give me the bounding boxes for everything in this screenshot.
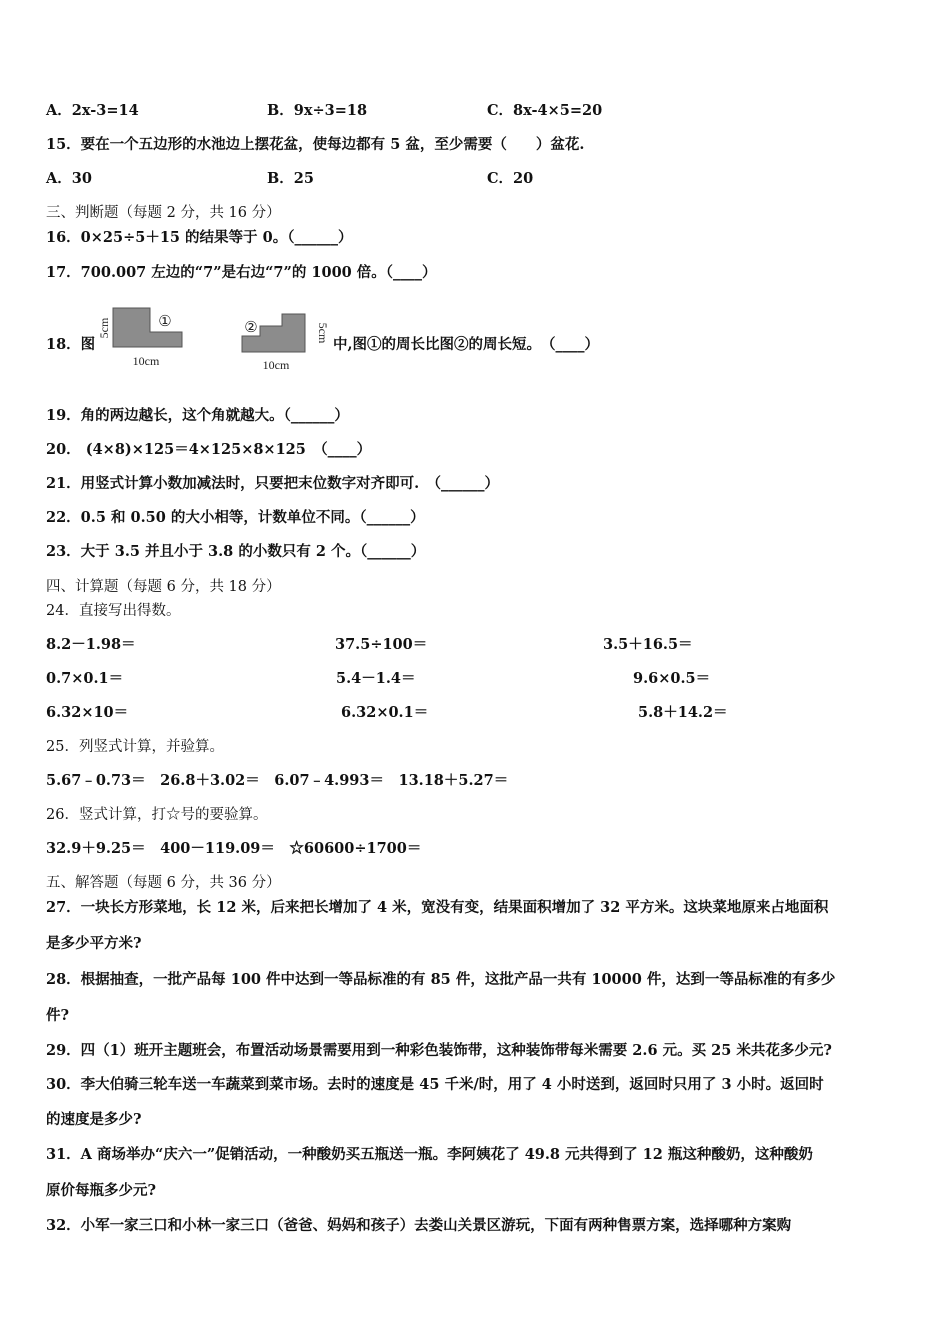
figure-1 <box>98 302 218 374</box>
question-16: 16．0×25÷5＋15 的结果等于 0。（______） <box>46 229 353 246</box>
question-32: 32．小军一家三口和小林一家三口（爸爸、妈妈和孩子）去娄山关景区游玩，下面有两种售票方案，选择哪种方案购 <box>46 1217 792 1234</box>
question-25-items: 5.67﹣0.73＝ 26.8＋3.02＝ 6.07﹣4.993＝ 13.18＋5.27＝ <box>46 772 509 789</box>
calc-item: 5.8＋14.2＝ <box>638 704 728 721</box>
q15-option-b: B．25 <box>267 170 314 187</box>
question-31-line-2: 原价每瓶多少元? <box>46 1182 156 1199</box>
question-22: 22．0.5 和 0.50 的大小相等，计数单位不同。（______） <box>46 509 425 526</box>
q15-option-a: A．30 <box>46 170 92 187</box>
question-26: 26．竖式计算，打☆号的要验算。 <box>46 807 268 823</box>
calc-item: 3.5＋16.5＝ <box>603 636 693 653</box>
question-17: 17．700.007 左边的“7”是右边“7”的 1000 倍。（____） <box>46 264 437 281</box>
calc-item: 8.2－1.98＝ <box>46 636 136 653</box>
q14-option-c: C．8x-4×5=20 <box>487 102 603 119</box>
question-26-items: 32.9＋9.25＝ 400－119.09＝ ☆60600÷1700＝ <box>46 840 422 857</box>
question-21: 21．用竖式计算小数加减法时，只要把末位数字对齐即可. （______） <box>46 475 499 492</box>
figure-1-width-label: 10cm <box>132 354 160 368</box>
figure-1-number: ① <box>158 314 172 330</box>
question-28-line-2: 件? <box>46 1007 69 1024</box>
figure-2-number: ② <box>244 320 258 336</box>
question-15: 15．要在一个五边形的水池边上摆花盆，使每边都有 5 盆，至少需要（ ）盆花. <box>46 136 585 153</box>
question-27-line-1: 27．一块长方形菜地，长 12 米，后来把长增加了 4 米，宽没有变，结果面积增加了 32 平方米。这块菜地原来占地面积 <box>46 899 829 916</box>
section-5-title: 五、解答题（每题 6 分，共 36 分） <box>46 875 281 891</box>
figure-2-width-label: 10cm <box>262 358 290 372</box>
question-23: 23．大于 3.5 并且小于 3.8 的小数只有 2 个。（______） <box>46 543 426 560</box>
question-20: 20． (4×8)×125＝4×125×8×125 （____） <box>46 441 372 458</box>
question-30-line-1: 30．李大伯骑三轮车送一车蔬菜到菜市场。去时的速度是 45 千米/时，用了 4 小时送到，返回时只用了 3 小时。返回时 <box>46 1076 824 1093</box>
calc-item: 9.6×0.5＝ <box>633 670 711 687</box>
question-31-line-1: 31．A 商场举办“庆六一”促销活动，一种酸奶买五瓶送一瓶。李阿姨花了 49.8 元共得到了 12 瓶这种酸奶，这种酸奶 <box>46 1146 813 1163</box>
calc-item: 6.32×0.1＝ <box>341 704 429 721</box>
calc-item: 0.7×0.1＝ <box>46 670 124 687</box>
question-24: 24．直接写出得数。 <box>46 603 181 619</box>
calc-item: 5.4－1.4＝ <box>336 670 416 687</box>
q14-option-a: A．2x-3=14 <box>46 102 139 119</box>
question-29: 29．四（1）班开主题班会，布置活动场景需要用到一种彩色装饰带，这种装饰带每米需要 2.6 元。买 25 米共花多少元? <box>46 1042 832 1059</box>
calc-item: 6.32×10＝ <box>46 704 129 721</box>
question-30-line-2: 的速度是多少? <box>46 1111 142 1128</box>
question-18-suffix: 中,图①的周长比图②的周长短。 （____） <box>333 336 600 353</box>
question-19: 19．角的两边越长，这个角就越大。（______） <box>46 407 349 424</box>
q15-option-c: C．20 <box>487 170 534 187</box>
figure-2-height-label: 5cm <box>316 322 330 344</box>
section-3-title: 三、判断题（每题 2 分，共 16 分） <box>46 205 281 221</box>
figure-1-height-label: 5cm <box>98 317 111 339</box>
question-18-prefix: 18．图 <box>46 336 96 353</box>
section-4-title: 四、计算题（每题 6 分，共 18 分） <box>46 579 281 595</box>
question-28-line-1: 28．根据抽查，一批产品每 100 件中达到一等品标准的有 85 件，这批产品一共有 10000 件，达到一等品标准的有多少 <box>46 971 836 988</box>
calc-item: 37.5÷100＝ <box>335 636 428 653</box>
q14-option-b: B．9x÷3=18 <box>267 102 368 119</box>
question-27-line-2: 是多少平方米? <box>46 935 142 952</box>
question-25: 25．列竖式计算，并验算。 <box>46 739 224 755</box>
figure-2 <box>235 302 335 374</box>
